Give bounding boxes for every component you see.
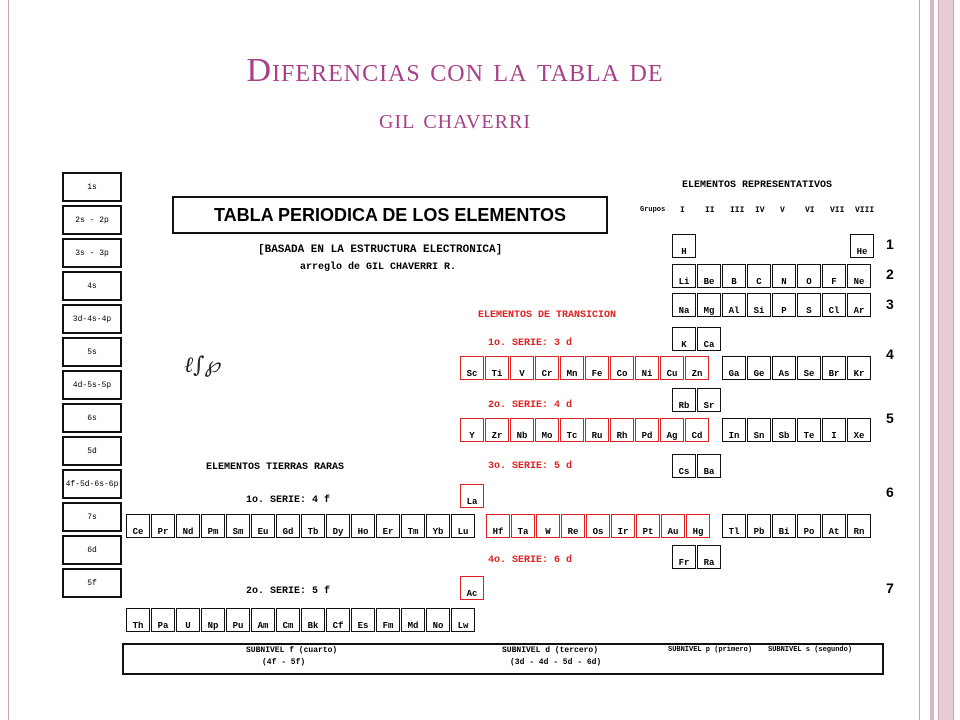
group-label: VI: [805, 206, 815, 215]
element-cell: Au: [661, 514, 685, 538]
element-cell: Tc: [560, 418, 584, 442]
group-label: III: [730, 206, 745, 215]
element-cell: La: [460, 484, 484, 508]
element-cell: No: [426, 608, 450, 632]
slide-title-line1: Diferencias con la tabla de: [246, 52, 664, 89]
element-cell: Zn: [685, 356, 709, 380]
element-cell: As: [772, 356, 796, 380]
element-cell: Pb: [747, 514, 771, 538]
element-cell: Mg: [697, 293, 721, 317]
element-cell: Cr: [535, 356, 559, 380]
element-cell: Pt: [636, 514, 660, 538]
element-cell: S: [797, 293, 821, 317]
element-cell: Mn: [560, 356, 584, 380]
group-label: VII: [830, 206, 845, 215]
group-label: I: [680, 206, 685, 215]
table-header-box: TABLA PERIODICA DE LOS ELEMENTOS: [172, 196, 608, 234]
element-cell: Rb: [672, 388, 696, 412]
element-cell: Rh: [610, 418, 634, 442]
element-cell: Cf: [326, 608, 350, 632]
element-cell: Co: [610, 356, 634, 380]
element-cell: I: [822, 418, 846, 442]
sublevel-f: SUBNIVEL f (cuarto): [246, 646, 338, 655]
element-cell: Ba: [697, 454, 721, 478]
element-cell: Al: [722, 293, 746, 317]
element-cell: H: [672, 234, 696, 258]
element-cell: Bi: [772, 514, 796, 538]
series4-label: 4o. SERIE: 6 d: [488, 555, 573, 566]
series2-label: 2o. SERIE: 4 d: [488, 400, 573, 411]
element-cell: Ni: [635, 356, 659, 380]
element-cell: Cs: [672, 454, 696, 478]
element-cell: Ac: [460, 576, 484, 600]
orbital-label: 6s: [62, 403, 122, 433]
element-cell: Ag: [660, 418, 684, 442]
element-cell: Sn: [747, 418, 771, 442]
element-cell: F: [822, 264, 846, 288]
element-cell: Nb: [510, 418, 534, 442]
element-cell: Ra: [697, 545, 721, 569]
right-stripe-2: [938, 0, 954, 720]
period-number: 7: [886, 580, 894, 596]
orbital-label: 4f-5d-6s-6p: [62, 469, 122, 499]
element-cell: Fe: [585, 356, 609, 380]
table-subtitle2: arreglo de GIL CHAVERRI R.: [300, 262, 457, 273]
orbital-label: 1s: [62, 172, 122, 202]
rare-series1-label: 1o. SERIE: 4 f: [246, 495, 331, 506]
element-cell: Bk: [301, 608, 325, 632]
series3-label: 3o. SERIE: 5 d: [488, 461, 573, 472]
element-cell: Ne: [847, 264, 871, 288]
element-cell: Ce: [126, 514, 150, 538]
element-cell: Lu: [451, 514, 475, 538]
orbital-label: 7s: [62, 502, 122, 532]
orbital-label: 3d-4s-4p: [62, 304, 122, 334]
rare-earths-label: ELEMENTOS TIERRAS RARAS: [206, 462, 345, 473]
element-cell: In: [722, 418, 746, 442]
element-cell: At: [822, 514, 846, 538]
element-cell: Os: [586, 514, 610, 538]
orbital-label: 4d-5s-5p: [62, 370, 122, 400]
group-label: V: [780, 206, 785, 215]
element-cell: V: [510, 356, 534, 380]
element-cell: Er: [376, 514, 400, 538]
series1-label: 1o. SERIE: 3 d: [488, 338, 573, 349]
element-cell: Sr: [697, 388, 721, 412]
element-cell: Si: [747, 293, 771, 317]
element-cell: Cu: [660, 356, 684, 380]
sublevel-p: SUBNIVEL s (segundo): [768, 646, 853, 654]
element-cell: Lw: [451, 608, 475, 632]
element-cell: K: [672, 327, 696, 351]
element-cell: Ca: [697, 327, 721, 351]
element-cell: Am: [251, 608, 275, 632]
element-cell: Tm: [401, 514, 425, 538]
element-cell: Kr: [847, 356, 871, 380]
element-cell: Hf: [486, 514, 510, 538]
sublevel-f-note: (4f - 5f): [262, 658, 306, 667]
element-cell: Br: [822, 356, 846, 380]
element-cell: Mo: [535, 418, 559, 442]
element-cell: Ta: [511, 514, 535, 538]
period-number: 2: [886, 266, 894, 282]
element-cell: Cd: [685, 418, 709, 442]
element-cell: Re: [561, 514, 585, 538]
element-cell: Se: [797, 356, 821, 380]
element-cell: Po: [797, 514, 821, 538]
element-cell: Md: [401, 608, 425, 632]
orbital-label: 5f: [62, 568, 122, 598]
element-cell: C: [747, 264, 771, 288]
orbital-label: 6d: [62, 535, 122, 565]
element-cell: Xe: [847, 418, 871, 442]
element-cell: Ir: [611, 514, 635, 538]
element-cell: Te: [797, 418, 821, 442]
element-cell: Pr: [151, 514, 175, 538]
rare-series2-label: 2o. SERIE: 5 f: [246, 586, 331, 597]
element-cell: Pd: [635, 418, 659, 442]
element-cell: Dy: [326, 514, 350, 538]
representative-label: ELEMENTOS REPRESENTATIVOS: [682, 180, 833, 191]
element-cell: Eu: [251, 514, 275, 538]
element-cell: O: [797, 264, 821, 288]
element-cell: Pa: [151, 608, 175, 632]
group-label: II: [705, 206, 715, 215]
element-cell: Na: [672, 293, 696, 317]
element-cell: Nd: [176, 514, 200, 538]
element-cell: Ho: [351, 514, 375, 538]
sublevel-d: SUBNIVEL d (tercero): [502, 646, 599, 655]
element-cell: Ge: [747, 356, 771, 380]
element-cell: Li: [672, 264, 696, 288]
period-number: 3: [886, 296, 894, 312]
orbital-label: 5s: [62, 337, 122, 367]
element-cell: Zr: [485, 418, 509, 442]
element-cell: He: [850, 234, 874, 258]
element-cell: Rn: [847, 514, 871, 538]
sublevel-s: SUBNIVEL p (primero): [668, 646, 753, 654]
orbital-label: 4s: [62, 271, 122, 301]
group-label: IV: [755, 206, 765, 215]
element-cell: Cl: [822, 293, 846, 317]
period-number: 6: [886, 484, 894, 500]
slide-title-line2: gil chaverri: [379, 104, 531, 135]
element-cell: Es: [351, 608, 375, 632]
element-cell: B: [722, 264, 746, 288]
element-cell: Fr: [672, 545, 696, 569]
sublevel-d-note: (3d - 4d - 5d - 6d): [510, 658, 602, 667]
element-cell: Ga: [722, 356, 746, 380]
groups-label: Grupos: [640, 206, 666, 214]
element-cell: Sc: [460, 356, 484, 380]
element-cell: Ar: [847, 293, 871, 317]
period-number: 1: [886, 236, 894, 252]
group-label: VIII: [855, 206, 875, 215]
element-cell: Th: [126, 608, 150, 632]
element-cell: Gd: [276, 514, 300, 538]
element-cell: Sb: [772, 418, 796, 442]
orbital-side-column: [62, 172, 122, 601]
element-cell: Pm: [201, 514, 225, 538]
element-cell: Fm: [376, 608, 400, 632]
element-cell: U: [176, 608, 200, 632]
period-number: 5: [886, 410, 894, 426]
orbital-label: 2s - 2p: [62, 205, 122, 235]
orbital-label: 3s - 3p: [62, 238, 122, 268]
element-cell: P: [772, 293, 796, 317]
element-cell: W: [536, 514, 560, 538]
signature: ℓ∫℘: [184, 353, 220, 378]
element-cell: Cm: [276, 608, 300, 632]
element-cell: Hg: [686, 514, 710, 538]
orbital-label: 5d: [62, 436, 122, 466]
element-cell: Tb: [301, 514, 325, 538]
element-cell: Be: [697, 264, 721, 288]
table-subtitle: [BASADA EN LA ESTRUCTURA ELECTRONICA]: [258, 244, 503, 256]
element-cell: Tl: [722, 514, 746, 538]
element-cell: N: [772, 264, 796, 288]
element-cell: Np: [201, 608, 225, 632]
element-cell: Ru: [585, 418, 609, 442]
period-number: 4: [886, 346, 894, 362]
element-cell: Sm: [226, 514, 250, 538]
element-cell: Yb: [426, 514, 450, 538]
transition-label: ELEMENTOS DE TRANSICION: [478, 310, 617, 321]
element-cell: Pu: [226, 608, 250, 632]
element-cell: Ti: [485, 356, 509, 380]
element-cell: Y: [460, 418, 484, 442]
right-stripe: [930, 0, 934, 720]
